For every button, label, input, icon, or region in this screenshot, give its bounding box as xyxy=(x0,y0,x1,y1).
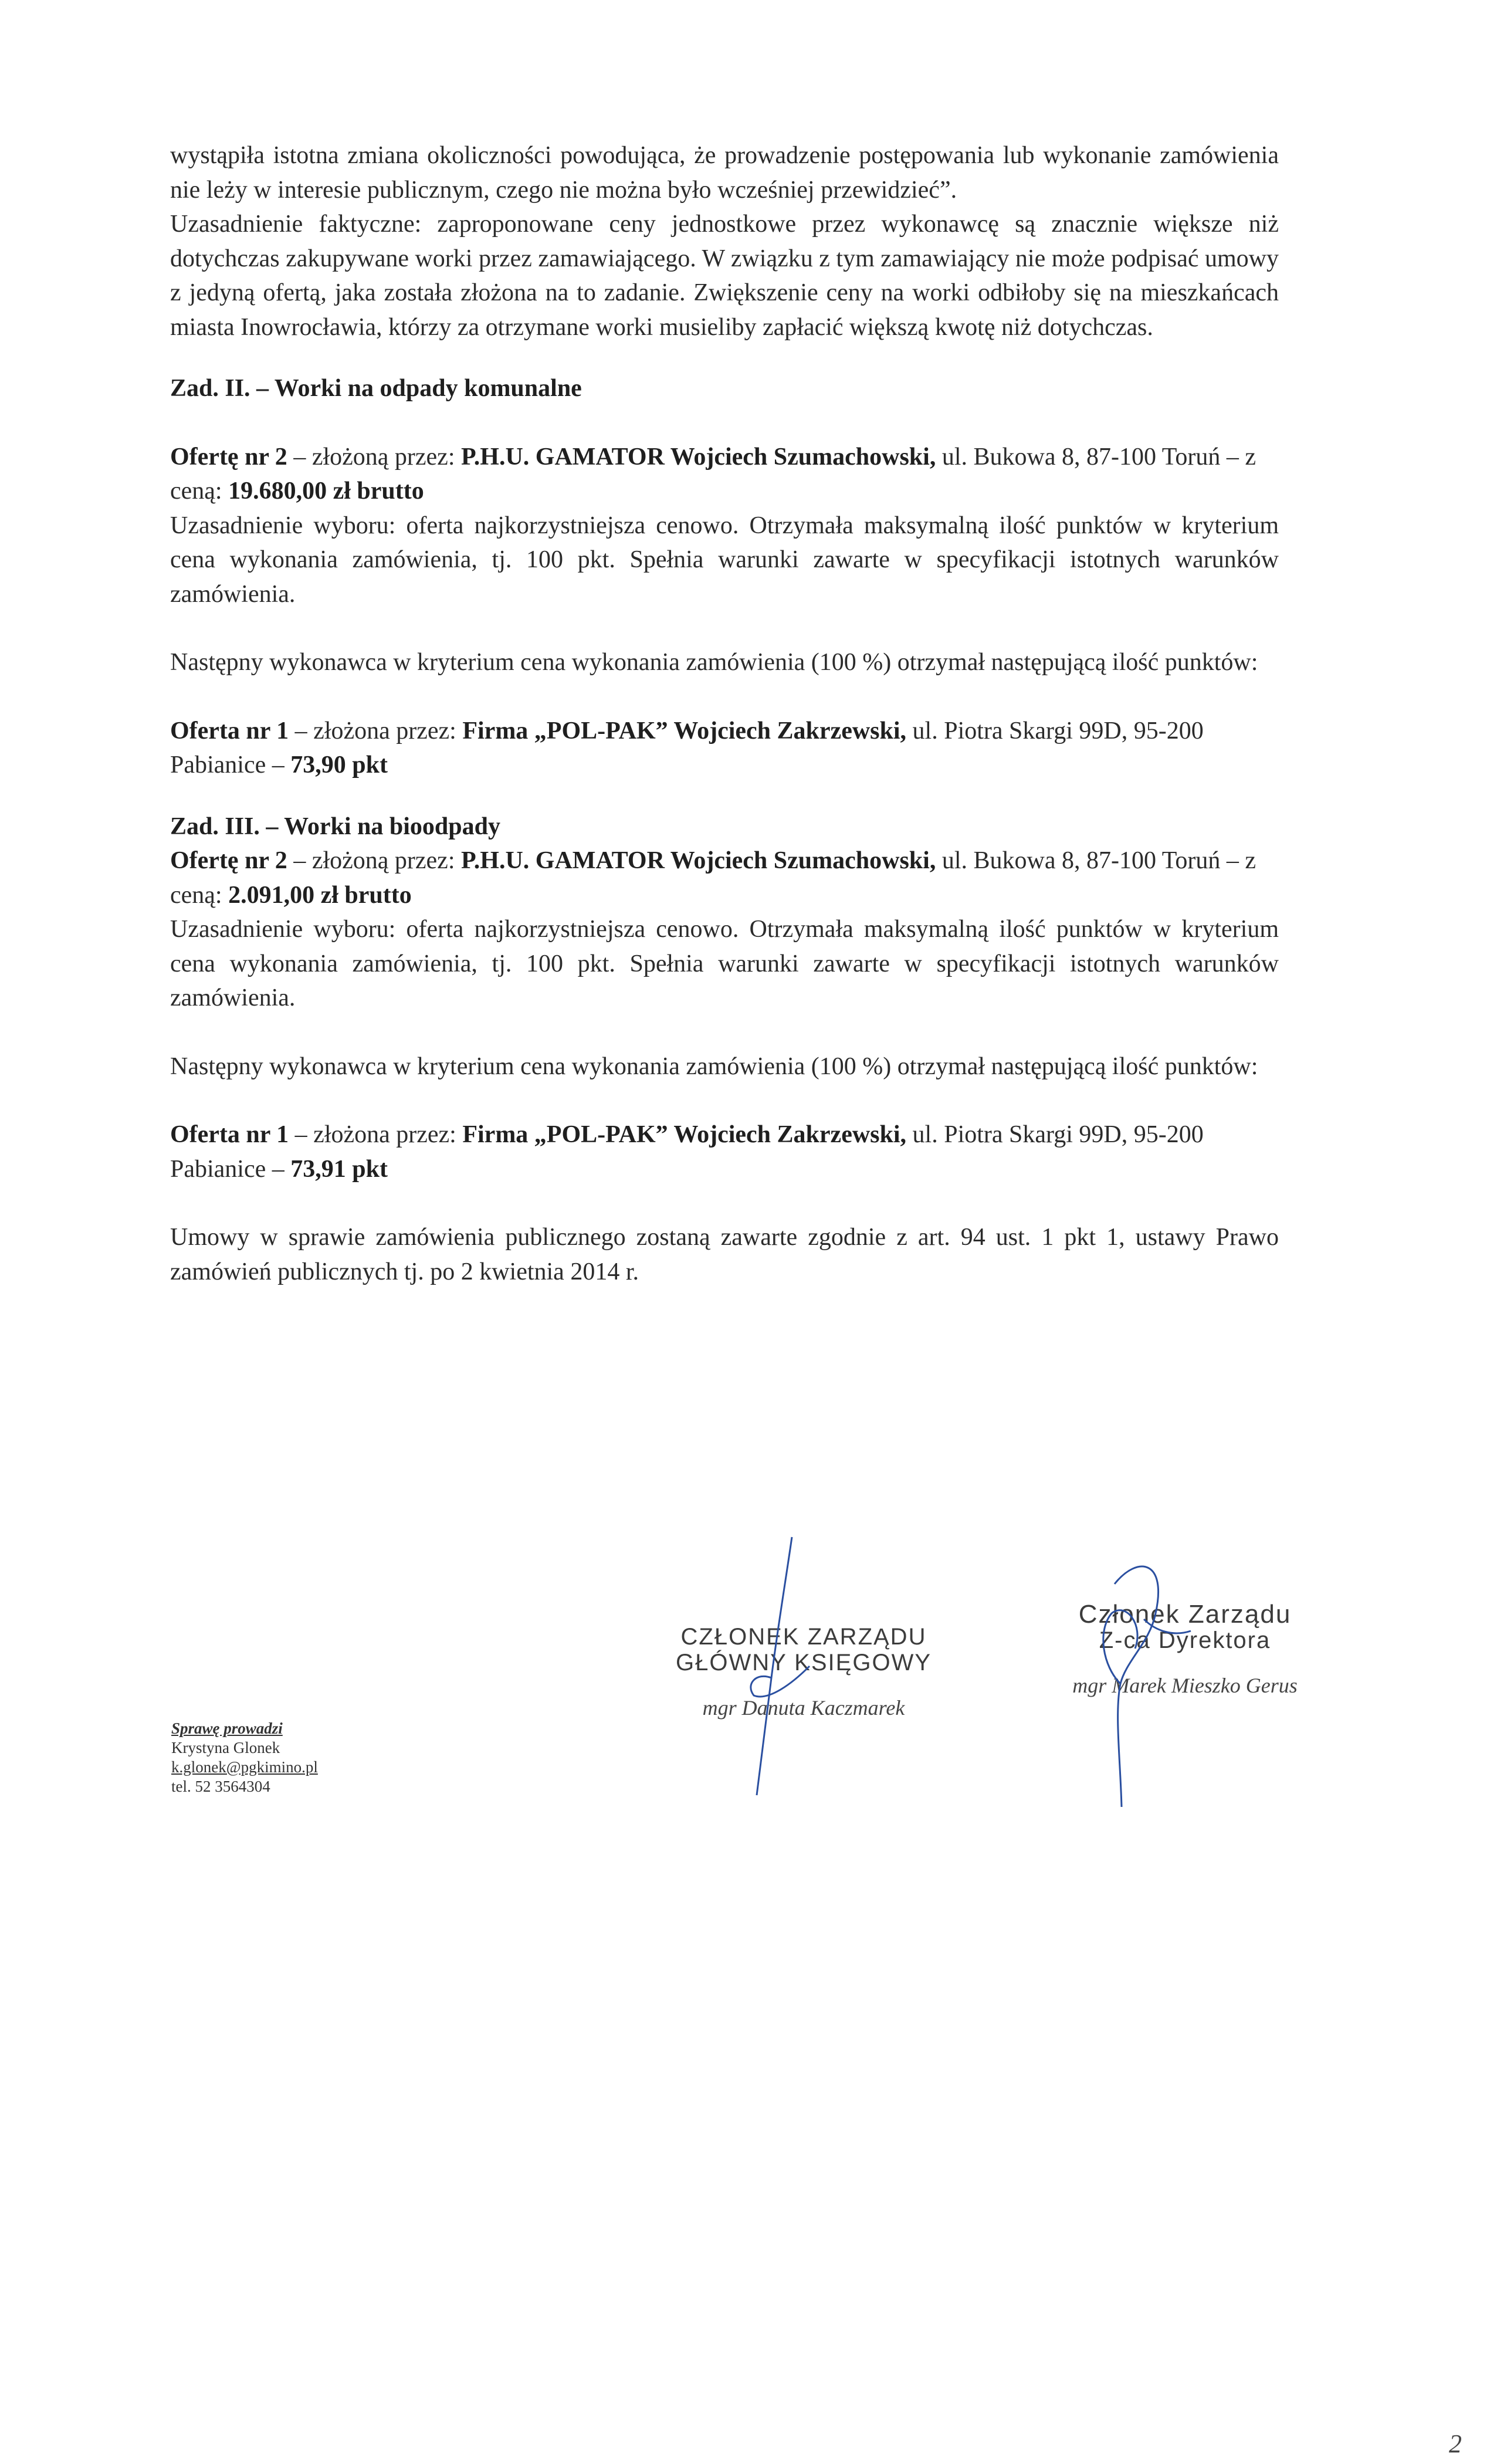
offer-points: 73,90 pkt xyxy=(290,752,388,779)
document-body xyxy=(170,138,1279,1289)
company-name: P.H.U. GAMATOR Wojciech Szumachowski, xyxy=(461,443,936,471)
offer-points: 73,91 pkt xyxy=(290,1155,388,1183)
prepared-by-label: Sprawę prowadzi xyxy=(171,1720,283,1737)
task-3-justification: Uzasadnienie wyboru: oferta najkorzystniejsza cenowo. Otrzymała maksymalną ilość punktów w kryterium cena wykonania zamówienia, tj. 100 pkt. Spełnia warunki zawarte w specyfikacji istotnych warunków zamówienia. xyxy=(170,916,1279,1011)
stamp-name: mgr Marek Mieszko Gerus xyxy=(1072,1674,1298,1697)
intro-paragraph: wystąpiła istotna zmiana okoliczności powodująca, że prowadzenie postępowania lub wykonanie zamówienia nie leży w interesie publicznym, czego nie można było wcześniej przewidzieć”. xyxy=(170,142,1279,204)
task-2-heading: Zad. II. – Worki na odpady komunalne xyxy=(170,375,582,402)
page-number: 2 xyxy=(1449,2429,1462,2458)
task-2-justification: Uzasadnienie wyboru: oferta najkorzystniejsza cenowo. Otrzymała maksymalną ilość punktów w kryterium cena wykonania zamówienia, tj. 100 pkt. Spełnia warunki zawarte w specyfikacji istotnych warunków zamówienia. xyxy=(170,512,1279,608)
task-3-heading: Zad. III. – Worki na bioodpady xyxy=(170,813,500,840)
stamp-title: Członek Zarządu xyxy=(1078,1600,1292,1629)
company-name: P.H.U. GAMATOR Wojciech Szumachowski, xyxy=(461,847,936,874)
stamp-subtitle: Z-ca Dyrektora xyxy=(1099,1627,1271,1653)
offer-number: Ofertę nr 2 xyxy=(170,847,287,874)
signature-chief-accountant xyxy=(722,1525,839,1830)
offer-price: 2.091,00 zł brutto xyxy=(228,881,412,909)
task-3-other-offer: Oferta nr 1 – złożona przez: Firma „POL-PAK” Wojciech Zakrzewski, ul. Piotra Skargi 99D, 95-200 Pabianice – 73,91 pkt xyxy=(170,1121,1204,1183)
task-2-other-offer: Oferta nr 1 – złożona przez: Firma „POL-PAK” Wojciech Zakrzewski, ul. Piotra Skargi 99D, 95-200 Pabianice – 73,90 pkt xyxy=(170,717,1204,779)
stamp-subtitle: GŁÓWNY KSIĘGOWY xyxy=(676,1650,932,1676)
stamp-title: CZŁONEK ZARZĄDU xyxy=(680,1624,927,1650)
offer-number: Oferta nr 1 xyxy=(170,717,289,744)
offer-number: Ofertę nr 2 xyxy=(170,443,287,471)
prepared-by-email: k.glonek@pgkimino.pl xyxy=(171,1758,318,1776)
task-3-selected-offer: Ofertę nr 2 – złożoną przez: P.H.U. GAMATOR Wojciech Szumachowski, ul. Bukowa 8, 87-100 Toruń – z ceną: 2.091,00 zł brutto xyxy=(170,847,1256,909)
company-name: Firma „POL-PAK” Wojciech Zakrzewski, xyxy=(462,717,907,744)
company-name: Firma „POL-PAK” Wojciech Zakrzewski, xyxy=(462,1121,907,1148)
closing-paragraph: Umowy w sprawie zamówienia publicznego zostaną zawarte zgodnie z art. 94 ust. 1 pkt 1, ustawy Prawo zamówień publicznych tj. po 2 kwietnia 2014 r. xyxy=(170,1224,1279,1285)
signature-deputy-director xyxy=(1056,1549,1208,1819)
offer-number: Oferta nr 1 xyxy=(170,1121,289,1148)
prepared-by-name: Krystyna Glonek xyxy=(171,1739,280,1756)
offer-price: 19.680,00 zł brutto xyxy=(228,478,424,505)
prepared-by-block xyxy=(171,1719,318,1796)
task-2-next-contractor: Następny wykonawca w kryterium cena wykonania zamówienia (100 %) otrzymał następującą ilość punktów: xyxy=(170,649,1258,676)
task-3-next-contractor: Następny wykonawca w kryterium cena wykonania zamówienia (100 %) otrzymał następującą ilość punktów: xyxy=(170,1052,1258,1080)
task-2-selected-offer: Ofertę nr 2 – złożoną przez: P.H.U. GAMATOR Wojciech Szumachowski, ul. Bukowa 8, 87-100 Toruń – z ceną: 19.680,00 zł brutto xyxy=(170,443,1256,505)
prepared-by-phone: tel. 52 3564304 xyxy=(171,1778,270,1795)
factual-justification-paragraph: Uzasadnienie faktyczne: zaproponowane ceny jednostkowe przez wykonawcę są znacznie większe niż dotychczas zakupywane worki przez zamawiającego. W związku z tym zamawiający nie może podpisać umowy z jedyną ofertą, jaka została złożona na to zadanie. Zwiększenie ceny na worki odbiłoby się na mieszkańcach miasta Inowrocławia, którzy za otrzymane worki musieliby zapłacić większą kwotę niż dotychczas. xyxy=(170,211,1279,341)
stamp-name: mgr Danuta Kaczmarek xyxy=(702,1696,905,1720)
